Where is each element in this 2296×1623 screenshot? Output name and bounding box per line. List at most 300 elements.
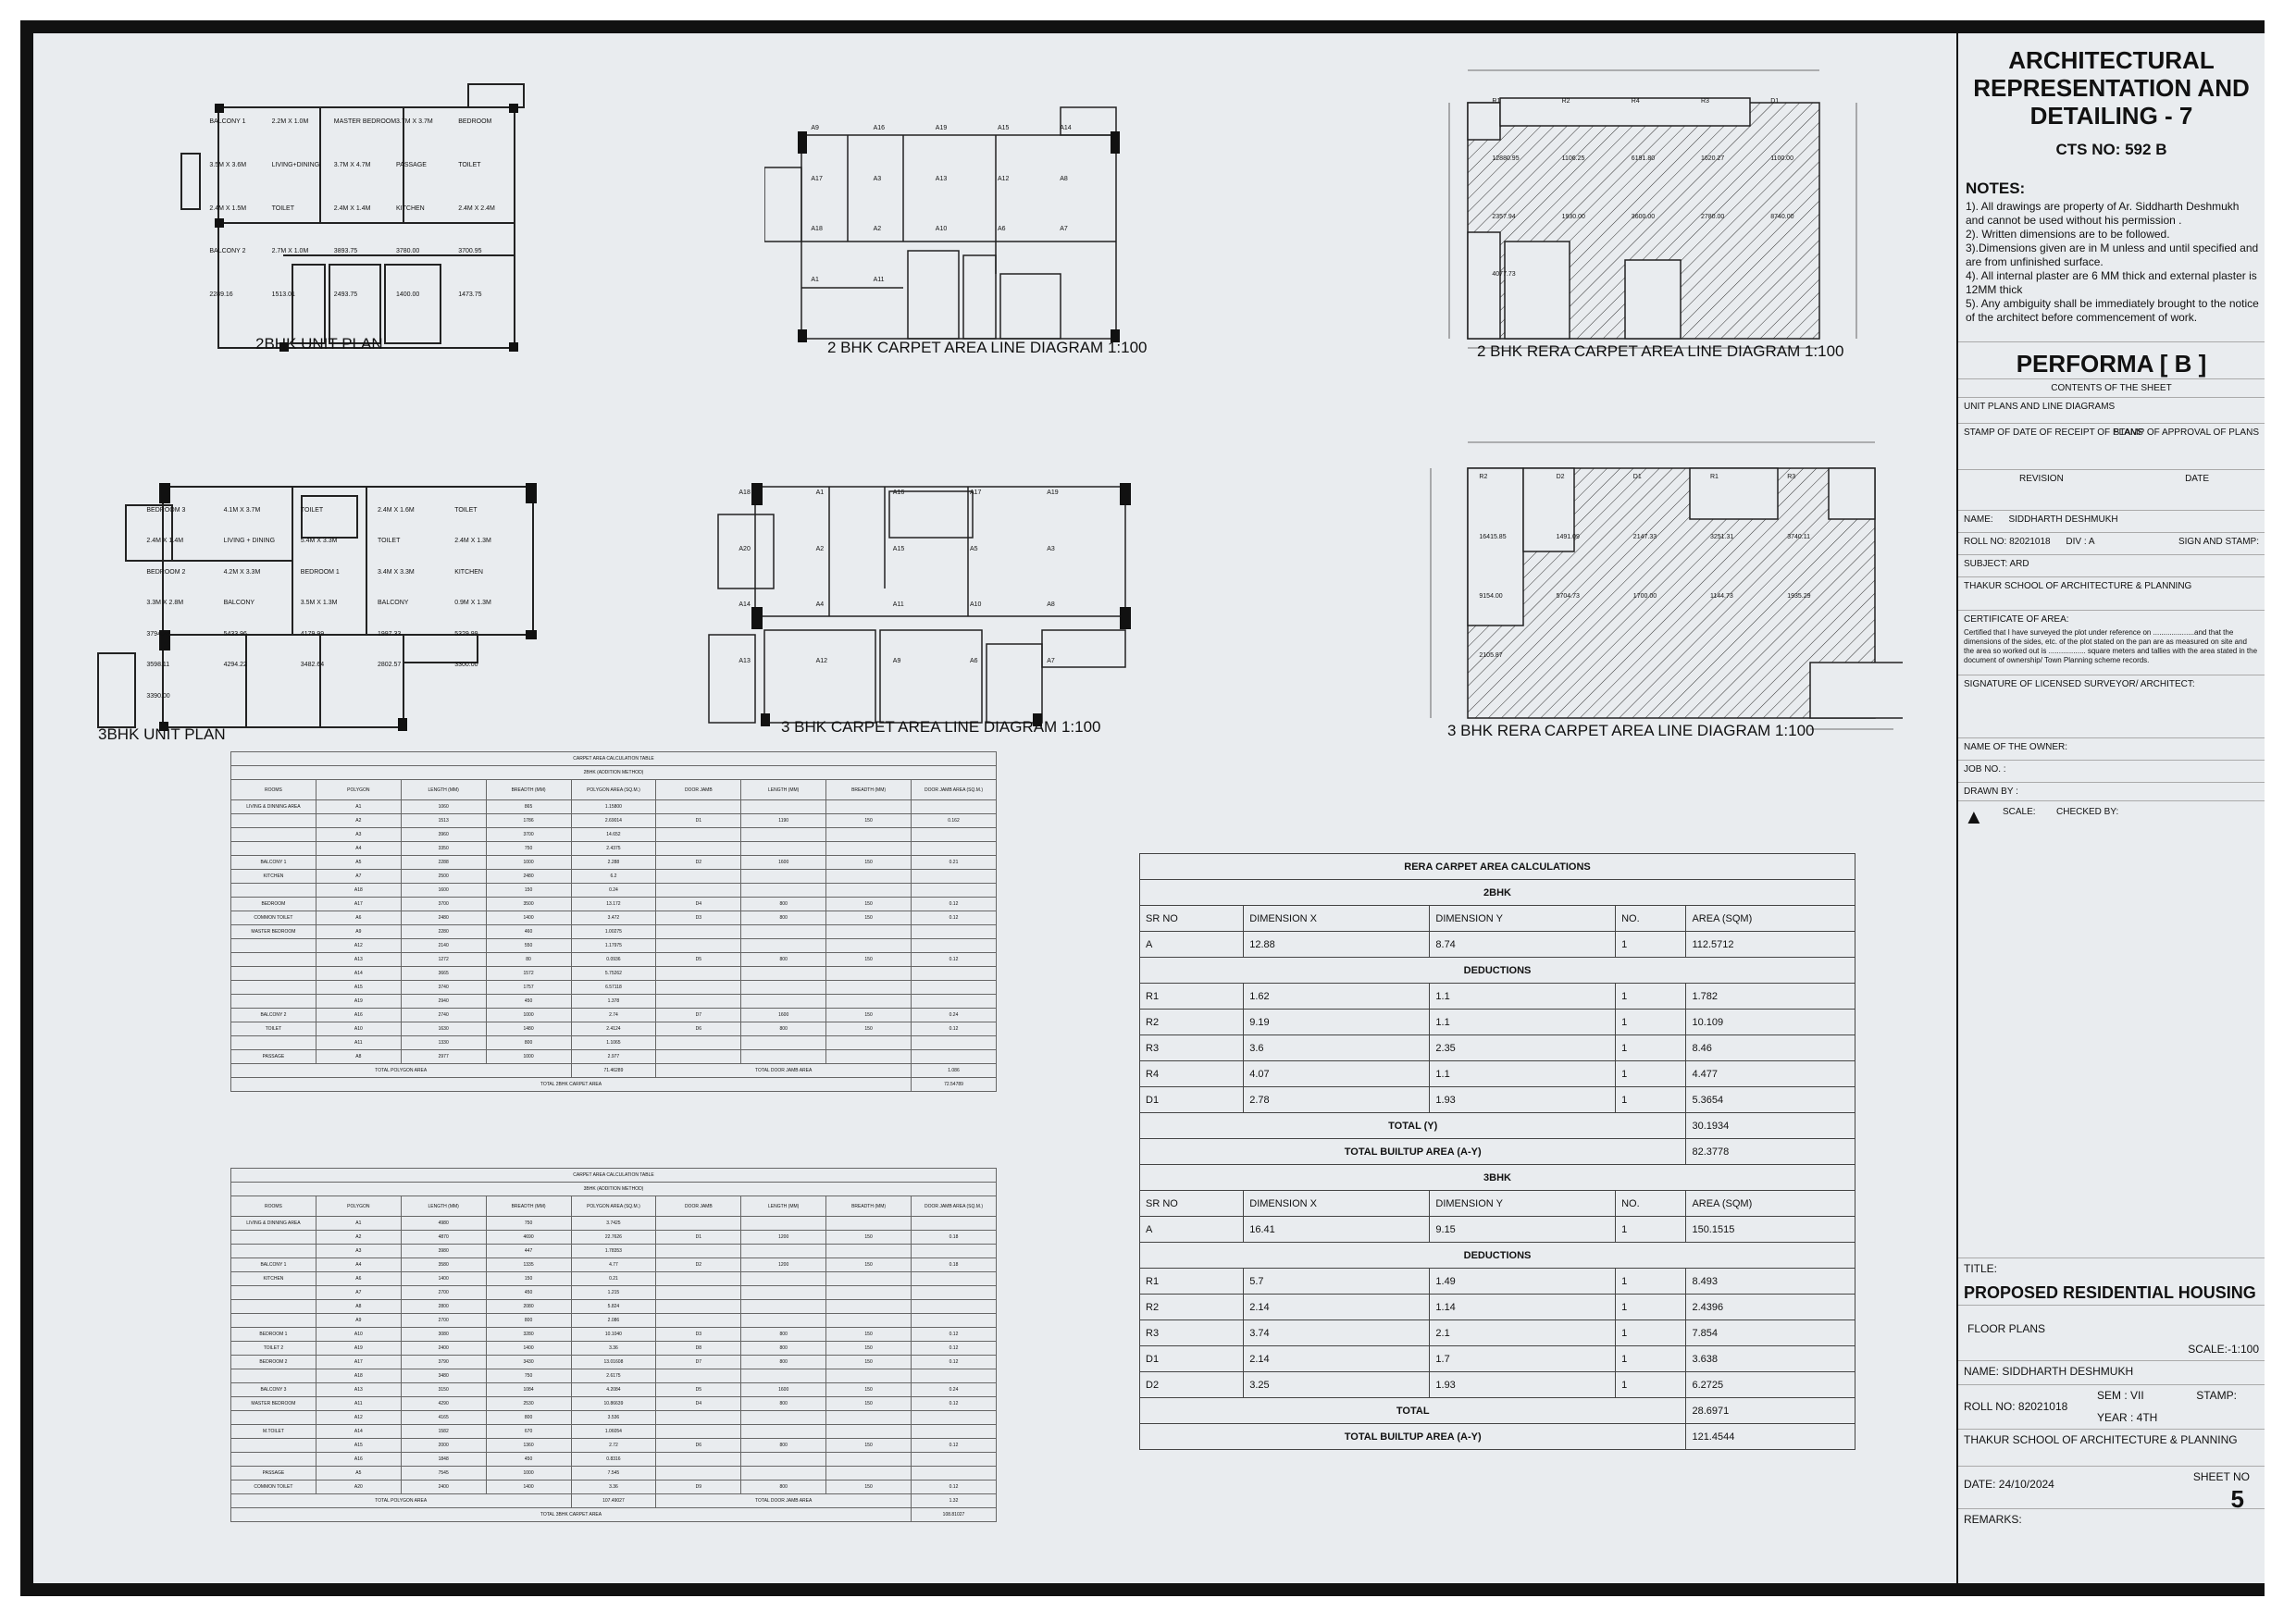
rera-cell: A (1140, 1217, 1244, 1243)
room-label: A1 (811, 277, 819, 283)
dimension-label: 1491.09 (1556, 533, 1580, 540)
rera-row (1140, 1010, 1855, 1035)
room-label: A16 (892, 489, 905, 497)
table-cell: 150 (826, 814, 912, 828)
room-label: BEDROOM 3 (146, 507, 186, 514)
table-cell: 1335 (486, 1258, 571, 1272)
note-item: 1). All drawings are property of Ar. Siddharth Deshmukh and cannot be used without his permission . (1966, 200, 2240, 227)
room-label: 2.4M X 1.4M (146, 538, 184, 545)
table-cell (231, 967, 316, 981)
room-label: A19 (1047, 489, 1059, 497)
stamp-row (1958, 423, 2265, 469)
rera-cell: 3.6 (1244, 1035, 1430, 1061)
builtup-label: TOTAL BUILTUP AREA (A-Y) (1140, 1139, 1686, 1165)
dimension-label: 8740.00 (1770, 213, 1794, 220)
rera-cell: 2.35 (1430, 1035, 1616, 1061)
table-cell (826, 995, 912, 1009)
contents-label: CONTENTS OF THE SHEET (1958, 378, 2265, 397)
table-cell: A17 (316, 1356, 401, 1369)
room-label: BALCONY (223, 600, 255, 607)
room-label: A11 (892, 601, 904, 609)
table-cell: 3700 (401, 898, 486, 911)
table-cell (231, 953, 316, 967)
table-cell: 800 (741, 1022, 826, 1036)
table-cell: A18 (316, 1369, 401, 1383)
table-cell: BEDROOM 2 (231, 1356, 316, 1369)
table-cell (741, 939, 826, 953)
total-value: 28.6971 (1686, 1398, 1855, 1424)
table-cell (741, 1369, 826, 1383)
rera-cell: 2.1 (1430, 1320, 1616, 1346)
table-cell (826, 1411, 912, 1425)
table-cell (912, 870, 997, 884)
room-label: 3.3M X 2.8M (146, 600, 184, 607)
table-cell (741, 925, 826, 939)
table-row (231, 925, 997, 939)
plan-2bhk (163, 80, 552, 357)
performa-heading: PERFORMA [ B ] (1958, 341, 2265, 378)
dimension-label: 2357.94 (1492, 213, 1516, 220)
table-row (231, 1453, 997, 1467)
table-cell: 1480 (486, 1022, 571, 1036)
table-method: 3BHK (ADDITION METHOD) (231, 1183, 997, 1196)
rera-cell: 1.49 (1430, 1269, 1616, 1295)
table-cell: A7 (316, 1286, 401, 1300)
sheet-number: 5 (2230, 1485, 2244, 1513)
dimension-label: 1935.29 (1787, 592, 1811, 600)
drawing-type: FLOOR PLANS (1967, 1322, 2046, 1335)
table-cell: 2.086 (571, 1314, 656, 1328)
table-row (231, 800, 997, 814)
room-label: BEDROOM 1 (300, 568, 340, 576)
room-label: 2.4M X 2.4M (458, 204, 495, 212)
table-cell (741, 842, 826, 856)
table-cell (656, 1453, 741, 1467)
table-cell (231, 1453, 316, 1467)
table-cell: 1757 (486, 981, 571, 995)
note-item: 3).Dimensions given are in M unless and until specified and are from unfinished surface. (1966, 242, 2259, 268)
table-cell: D6 (656, 1022, 741, 1036)
room-label: A18 (811, 226, 823, 233)
sheet-label: SHEET NO (2192, 1470, 2250, 1483)
room-label: PASSAGE (396, 161, 427, 168)
table-row (231, 1245, 997, 1258)
table-cell (656, 842, 741, 856)
table-cell: D9 (656, 1481, 741, 1494)
rera-cell: 1.782 (1686, 984, 1855, 1010)
table-cell (741, 1272, 826, 1286)
table-cell: A20 (316, 1481, 401, 1494)
dimension-label: 16415.85 (1479, 533, 1507, 540)
rera-cell: 1.1 (1430, 1010, 1616, 1035)
table-cell: 1200 (741, 1258, 826, 1272)
table-cell: LIVING & DINNING AREA (231, 1217, 316, 1231)
table-cell (826, 800, 912, 814)
table-cell: 1000 (486, 1050, 571, 1064)
caption-plan-2bhk: 2BHK UNIT PLAN (255, 335, 383, 353)
table-cell: D7 (656, 1009, 741, 1022)
student-name: NAME: SIDDHARTH DESHMUKH (1958, 1360, 2265, 1384)
table-cell (656, 1286, 741, 1300)
room-label: A14 (738, 601, 751, 609)
rera-cell: 1 (1616, 1320, 1686, 1346)
table-cell: 800 (486, 1314, 571, 1328)
table-cell: 3580 (401, 1258, 486, 1272)
table-cell (912, 884, 997, 898)
table-header: LENGTH (MM) (741, 1196, 826, 1217)
rera-cell: 6.2725 (1686, 1372, 1855, 1398)
table-cell: 1.78353 (571, 1245, 656, 1258)
rera-row (1140, 1061, 1855, 1087)
table-cell (826, 1369, 912, 1383)
table-cell: 150 (826, 953, 912, 967)
room-label: D1 (1632, 474, 1642, 481)
table-cell: BALCONY 2 (231, 1009, 316, 1022)
cts-number: CTS NO: 592 B (2055, 141, 2167, 158)
rera-cell: 9.19 (1244, 1010, 1430, 1035)
table-cell: 1400 (486, 911, 571, 925)
table-cell: A17 (316, 898, 401, 911)
total-polygon-label: TOTAL POLYGON AREA (231, 1494, 572, 1508)
date-label: DATE (2185, 474, 2209, 484)
dimension-label: 1513.01 (271, 291, 295, 299)
dimension-label: 2289.16 (209, 291, 233, 299)
rera-cell: 12.88 (1244, 932, 1430, 958)
room-label: A3 (873, 175, 882, 182)
table-row (231, 1217, 997, 1231)
table-cell (826, 1453, 912, 1467)
table-cell: 0.24 (912, 1383, 997, 1397)
table-cell (656, 884, 741, 898)
table-cell: 0.21 (912, 856, 997, 870)
table-cell: 3960 (401, 828, 486, 842)
rera-cell: 7.854 (1686, 1320, 1855, 1346)
table-header: LENGTH (MM) (741, 780, 826, 800)
dimension-label: 2802.57 (378, 662, 402, 669)
contents-value: UNIT PLANS AND LINE DIAGRAMS (1958, 397, 2265, 423)
table-cell: 6.2 (571, 870, 656, 884)
certificate (1958, 610, 2265, 675)
table-row (231, 1397, 997, 1411)
table-cell: BEDROOM (231, 898, 316, 911)
rera-cell: 1.93 (1430, 1087, 1616, 1113)
table-cell: PASSAGE (231, 1467, 316, 1481)
dimension-label: 3780.00 (396, 248, 420, 255)
room-label: TOILET (458, 161, 481, 168)
caption-carpet-2bhk: 2 BHK CARPET AREA LINE DIAGRAM 1:100 (827, 339, 1148, 356)
table-cell: 150 (826, 1356, 912, 1369)
table-cell (741, 1300, 826, 1314)
table-cell: 800 (741, 953, 826, 967)
room-label: A10 (935, 226, 948, 233)
stamp-approval: STAMP OF APPROVAL OF PLANS (2113, 427, 2259, 438)
table-cell (912, 967, 997, 981)
table-cell (826, 870, 912, 884)
rera-cell: 8.493 (1686, 1269, 1855, 1295)
remarks: REMARKS: (1958, 1508, 2265, 1530)
table-cell (912, 1369, 997, 1383)
table-cell: A19 (316, 995, 401, 1009)
rera-cell: 3.74 (1244, 1320, 1430, 1346)
table-cell: 1630 (401, 1022, 486, 1036)
table-cell: 2530 (486, 1397, 571, 1411)
table-cell: 2.288 (571, 856, 656, 870)
table-cell: 4980 (401, 1217, 486, 1231)
table-cell (826, 1217, 912, 1231)
carpet-3bhk-svg (681, 450, 1162, 737)
table-cell (656, 1411, 741, 1425)
dimension-label: 5433.96 (223, 630, 247, 638)
table-cell (912, 1300, 997, 1314)
room-label: A11 (873, 277, 885, 283)
table-cell: 2940 (401, 995, 486, 1009)
room-label: KITCHEN (396, 204, 425, 212)
roll-row (1958, 532, 2265, 554)
room-label: R2 (1561, 97, 1570, 105)
table-cell: A1 (316, 800, 401, 814)
table-cell (656, 939, 741, 953)
table-cell: 800 (741, 1439, 826, 1453)
rera-cell: 8.74 (1430, 932, 1616, 958)
dimension-label: 2105.87 (1479, 652, 1503, 660)
table-cell (912, 1036, 997, 1050)
table-row (231, 856, 997, 870)
table-cell: 7545 (401, 1467, 486, 1481)
rera-cell: 2.4396 (1686, 1295, 1855, 1320)
table-row (231, 814, 997, 828)
carpet-2bhk-svg (764, 89, 1153, 348)
table-cell: 750 (486, 1217, 571, 1231)
room-label: 5.4M X 3.3M (300, 538, 338, 545)
room-label: KITCHEN (454, 568, 483, 576)
rera-cell: 112.5712 (1686, 932, 1855, 958)
table-row (231, 870, 997, 884)
table-cell: 150 (826, 1439, 912, 1453)
dimension-label: 4179.99 (300, 630, 325, 638)
table-cell: 2000 (401, 1439, 486, 1453)
rera-cell: 1 (1616, 1010, 1686, 1035)
table-row (231, 1286, 997, 1300)
table-cell: 10.1040 (571, 1328, 656, 1342)
rera-row (1140, 932, 1855, 958)
table-cell (231, 1314, 316, 1328)
caption-rera-2bhk: 2 BHK RERA CARPET AREA LINE DIAGRAM 1:100 (1477, 342, 1844, 360)
carpet-diagram-3bhk (681, 450, 1162, 737)
table-cell: A12 (316, 1411, 401, 1425)
table-cell (741, 981, 826, 995)
rera-diagram-2bhk (1440, 56, 1875, 353)
rera-cell: 1 (1616, 1295, 1686, 1320)
rera-cell: R3 (1140, 1320, 1244, 1346)
table-cell (231, 828, 316, 842)
table-cell: 3790 (401, 1356, 486, 1369)
table-row (231, 1300, 997, 1314)
table-cell: TOILET (231, 1022, 316, 1036)
caption-carpet-3bhk: 3 BHK CARPET AREA LINE DIAGRAM 1:100 (781, 718, 1101, 736)
table-cell: 750 (486, 842, 571, 856)
rera-cell: 5.7 (1244, 1269, 1430, 1295)
rera-cell: 150.1515 (1686, 1217, 1855, 1243)
table-header: POLYGON (316, 1196, 401, 1217)
table-cell: 1360 (486, 1439, 571, 1453)
table-cell: A8 (316, 1300, 401, 1314)
room-label: BALCONY 1 (209, 118, 246, 125)
total-label: TOTAL (Y) (1140, 1113, 1686, 1139)
table-cell: 1.1065 (571, 1036, 656, 1050)
rera-cell: 1 (1616, 984, 1686, 1010)
table-cell: 1.00275 (571, 925, 656, 939)
rera-cell: 1.93 (1430, 1372, 1616, 1398)
table-cell: 450 (486, 1286, 571, 1300)
table-header: POLYGON AREA (SQ.M.) (571, 1196, 656, 1217)
table-cell: 80 (486, 953, 571, 967)
table-header: ROOMS (231, 780, 316, 800)
dimension-label: 3794.24 (146, 630, 170, 638)
table-cell: 150 (826, 1342, 912, 1356)
room-label: R1 (1492, 97, 1501, 105)
table-cell (231, 842, 316, 856)
table-cell (656, 925, 741, 939)
rera-title: RERA CARPET AREA CALCULATIONS (1140, 854, 1855, 880)
room-label: BEDROOM 2 (146, 568, 186, 576)
table-row (231, 898, 997, 911)
table-cell: 0.12 (912, 1481, 997, 1494)
table-cell (656, 967, 741, 981)
table-cell (231, 995, 316, 1009)
total-carpet: 108.81027 (912, 1508, 997, 1522)
table-cell (912, 1411, 997, 1425)
table-cell: D6 (656, 1439, 741, 1453)
table-cell (741, 1050, 826, 1064)
table-cell: 3280 (486, 1328, 571, 1342)
table-cell: D4 (656, 898, 741, 911)
table-cell: 1.215 (571, 1286, 656, 1300)
table-cell (912, 800, 997, 814)
table-cell: A9 (316, 1314, 401, 1328)
table-row (231, 1342, 997, 1356)
table-cell: 2400 (401, 1342, 486, 1356)
table-cell: D2 (656, 856, 741, 870)
table-cell (826, 981, 912, 995)
table-cell: A13 (316, 953, 401, 967)
table-cell: COMMON TOILET (231, 1481, 316, 1494)
table-cell: 150 (826, 1383, 912, 1397)
table-cell: 13.172 (571, 898, 656, 911)
dimension-label: 3482.64 (300, 662, 325, 669)
rera-header: DIMENSION Y (1430, 906, 1616, 932)
table-cell: 3665 (401, 967, 486, 981)
room-label: A8 (1060, 175, 1068, 182)
table-header: LENGTH (MM) (401, 1196, 486, 1217)
rera-cell: 1 (1616, 1269, 1686, 1295)
title-block (1956, 33, 2265, 1583)
table-row (231, 1356, 997, 1369)
dimension-label: 3600.00 (1631, 213, 1656, 220)
table-cell: 2280 (401, 925, 486, 939)
table-cell (826, 884, 912, 898)
room-label: R3 (1701, 97, 1709, 105)
roll-number: ROLL NO: 82021018 (1964, 537, 2051, 547)
surveyor-signature: SIGNATURE OF LICENSED SURVEYOR/ ARCHITECT: (1958, 675, 2265, 737)
certificate-label: CERTIFICATE OF AREA: (1964, 614, 2069, 625)
table-cell: A5 (316, 856, 401, 870)
total-polygon-label: TOTAL POLYGON AREA (231, 1064, 572, 1078)
room-label: A15 (892, 545, 905, 552)
table-cell (656, 828, 741, 842)
dimension-label: 4294.22 (223, 662, 247, 669)
table-cell: 865 (486, 800, 571, 814)
table-cell: 750 (486, 1369, 571, 1383)
rera-cell: 8.46 (1686, 1035, 1855, 1061)
table-cell (656, 995, 741, 1009)
year: YEAR : 4TH (2097, 1411, 2158, 1424)
room-label: 2.4M X 1.6M (378, 507, 415, 514)
table-cell: MASTER BEDROOM (231, 1397, 316, 1411)
table-cell: 0.12 (912, 911, 997, 925)
table-cell: 3500 (486, 898, 571, 911)
table-cell: MASTER BEDROOM (231, 925, 316, 939)
total-value: 30.1934 (1686, 1113, 1855, 1139)
room-label: A1 (815, 489, 825, 497)
floor-plans-row (1958, 1305, 2265, 1360)
table-row (231, 1272, 997, 1286)
revision-label: REVISION (2019, 474, 2064, 484)
room-label: 4.1M X 3.7M (223, 507, 261, 514)
table-cell: 4290 (401, 1397, 486, 1411)
room-label: BALCONY (378, 600, 409, 607)
dimension-label: 1144.73 (1710, 592, 1733, 600)
table-cell: 670 (486, 1425, 571, 1439)
table-cell (912, 1286, 997, 1300)
rera-cell: 1.14 (1430, 1295, 1616, 1320)
table-cell (741, 1411, 826, 1425)
table-cell: 2480 (401, 911, 486, 925)
rera-cell: 3.25 (1244, 1372, 1430, 1398)
table-cell: 5.824 (571, 1300, 656, 1314)
division: DIV : A (2066, 537, 2095, 547)
rera-cell: 4.477 (1686, 1061, 1855, 1087)
table-cell (656, 1425, 741, 1439)
table-cell: 1.06054 (571, 1425, 656, 1439)
table-cell: 1272 (401, 953, 486, 967)
room-label: MASTER BEDROOM (333, 118, 397, 125)
table-cell (741, 1245, 826, 1258)
note-item: 2). Written dimensions are to be followed. (1966, 228, 2170, 241)
table-row (231, 1258, 997, 1272)
table-cell (741, 1425, 826, 1439)
total-carpet-label: TOTAL 3BHK CARPET AREA (231, 1508, 912, 1522)
table-cell (656, 1245, 741, 1258)
table-cell: 450 (486, 1453, 571, 1467)
dimension-label: 1400.00 (396, 291, 420, 299)
table-cell: 0.12 (912, 1342, 997, 1356)
dimension-label: 1106.25 (1561, 155, 1585, 163)
room-label: A9 (811, 125, 819, 132)
table-cell: 2.72 (571, 1439, 656, 1453)
room-label: BALCONY 2 (209, 248, 246, 255)
dimension-label: 3251.31 (1710, 533, 1734, 540)
rera-2bhk-svg (1440, 56, 1875, 353)
room-label: A4 (815, 601, 825, 609)
rera-cell: 1 (1616, 1087, 1686, 1113)
table-header: DOOR JAMB AREA (SQ.M.) (912, 1196, 997, 1217)
drawn-by: DRAWN BY : (1958, 782, 2265, 800)
room-label: A7 (1047, 657, 1055, 664)
rera-cell: R2 (1140, 1295, 1244, 1320)
table-cell: D3 (656, 1328, 741, 1342)
table-cell: 1582 (401, 1425, 486, 1439)
table-cell: 150 (826, 1258, 912, 1272)
